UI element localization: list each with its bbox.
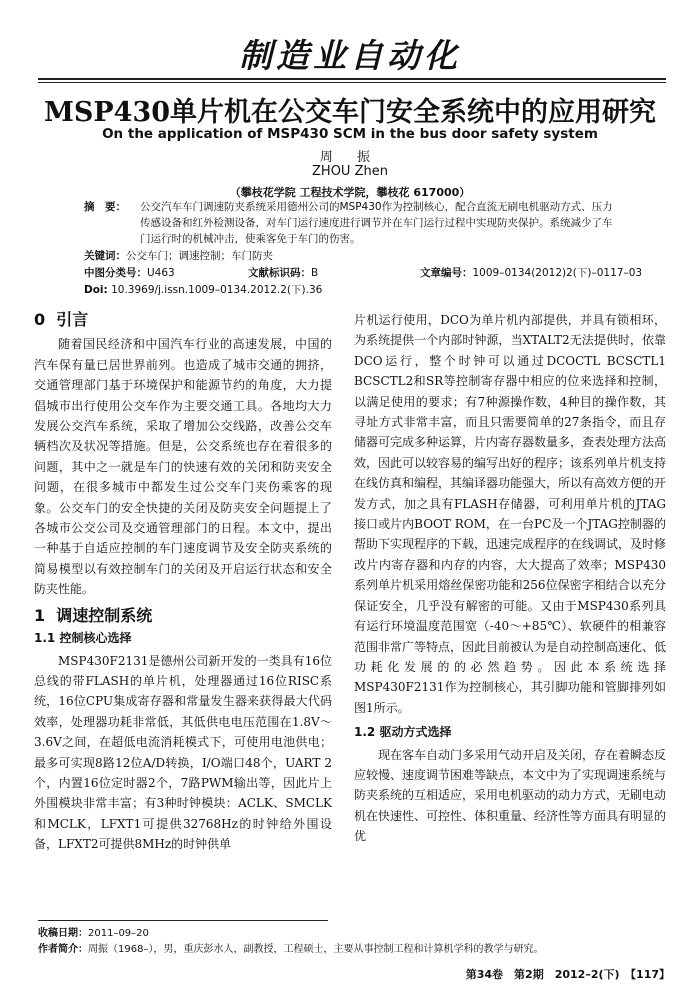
section-1-1-paragraph-right: 片机运行使用，DCO为单片机内部提供，并具有锁相环，为系统提供一个内部时钟源，当XTALT2无法提供时，依靠DCO运行，整个时钟可以通过DCOCTL BCSCTL1 BCSCTL2和SR等控制寄存器中相应的位来选择和控制，以满足使用的要求；有7种源操作数，4种目的操作数，其寻址方式非常丰富，而且只需要简单的27条指令，而且存储器可完成多种运算，片内寄存器数量多，查表处理方法高效，因此可以较容易的编写出好的程序；该系列单片机支持在线仿真和编程，其编译器功能强大，所以有高效方便的开发方式，加之具有FLASH存储器，可利用单片机的JTAG接口或片内BOOT ROM，在一台PC及一个JTAG控制器的帮助下实现程序的下载，迅速完成程序的在线调试，及时修改片内寄存器和内存的内容，大大提高了效率；MSP430系列单片机采用熔丝保密功能和256位保密字相结合以充分保证安全，几乎没有解密的可能。又由于MSP430系列具有运行环境温度范围宽（-40～+85℃）、软硬件的相兼容范围非常广等特点，因此目前被认为是自动控制高速化、低功耗化发展的的必然趋势。因此本系统选择MSP430F2131作为控制核心，其引脚功能和管脚排列如图1所示。 — [354, 313, 667, 715]
document-code — [248, 265, 398, 281]
section-1-2-title: 驱动方式选择 — [379, 725, 452, 740]
section-0-paragraph: 随着国民经济和中国汽车行业的高速发展，中国的汽车保有量已居世界前列。也造成了城市交通的拥挤，交通管理部门基于环境保护和能源节约的角度，大力提倡城市出行使用公交车作为主要交通工具。各地均大力发展公交汽车系统，采取了增加公交线路，改善公交车辆档次及状况等措施。但是，公交系统也存在着很多的问题，其中之一就是车门的快速有效的关闭和防夹安全问题，在很多城市中都发生过公交车门夹伤乘客的现象。公交车门的安全快捷的关闭及防夹安全问题提上了各城市公交公司及交通管理部门的日程。本文中，提出一种基于自适应控制的车门速度调节及安全防夹系统的简易模型以有效控制车门的关闭及开启运行状态和安全防夹性能。 — [34, 337, 332, 597]
keywords — [84, 248, 624, 264]
section-1-1-heading — [34, 628, 332, 648]
doi — [84, 282, 624, 298]
section-1-1-number: 1.1 — [34, 631, 56, 646]
paper-english-title: On the application of MSP430 SCM in the bus door safety system — [102, 126, 598, 142]
author-english: ZHOU Zhen — [312, 164, 388, 179]
received-label: 收稿日期： — [38, 928, 88, 939]
doi-label: Doi: — [84, 284, 108, 296]
document-code-label: 文献标识码： — [248, 267, 311, 279]
paper-title: MSP430单片机在公交车门安全系统中的应用研究 — [43, 97, 657, 128]
section-1-heading — [34, 606, 332, 626]
section-1-1-paragraph-left: MSP430F2131是德州公司新开发的一类具有16位总线的带FLASH的单片机，处理器通过16位RISC系统，16位CPU集成寄存器和常量发生器来获得最大代码效率，处理器功耗非常低，其低供电电压范围在1.8V～3.6V之间，在超低电流消耗模式下，可使用电池供电；最多可实现8路12位A/D转换，I/O端口48个，UART 2个，内置16位定时器2个，7路PWM输出等，因此片上外围模块非常丰富；有3种时钟模块：ACLK、SMCLK和MCLK，LFXT1可提供32768Hz的时钟给外围设备，LFXT2可提供8MHz的时钟供单 — [34, 653, 332, 852]
section-1-2-paragraph: 现在客车自动门多采用气动开启及关闭，存在着瞬态反应较慢、速度调节困难等缺点，本文中为了实现调速系统与防夹系统的互相适应，采用电机驱动的动力方式，无刷电动机在快速性、可控性、体积重量、经济性等方面具有明显的优 — [354, 747, 667, 844]
article-number — [420, 265, 660, 281]
section-1-2-heading — [354, 722, 666, 742]
article-number-label: 文章编号： — [420, 267, 473, 279]
section-0-number: 0 — [34, 310, 46, 329]
keywords-text: 公交车门；调速控制；车门防夹 — [126, 250, 273, 262]
classification-number — [84, 265, 234, 281]
section-0-title: 引言 — [56, 310, 89, 329]
journal-masthead: 制造业自动化 — [239, 36, 461, 75]
author-bio-label: 作者简介： — [38, 944, 88, 955]
section-1-2-number: 1.2 — [354, 725, 376, 740]
section-0-heading — [34, 310, 332, 330]
doi-value: 10.3969/j.issn.1009–0134.2012.2(下).36 — [111, 284, 323, 296]
document-code-value: B — [311, 267, 319, 279]
author-chinese: 周 振 — [319, 150, 381, 165]
affiliation: （攀枝花学院 工程技术学院，攀枝花 617000） — [229, 186, 471, 199]
left-column — [34, 310, 332, 855]
section-1-1-title: 控制核心选择 — [59, 631, 132, 646]
keywords-label: 关键词： — [84, 250, 126, 262]
footnote-rule — [38, 920, 328, 921]
section-1-number: 1 — [34, 605, 46, 625]
masthead-rule-thin — [38, 82, 666, 83]
section-1-title: 调速控制系统 — [56, 605, 153, 625]
received-date — [38, 926, 668, 942]
received-value: 2011–09–20 — [88, 928, 149, 939]
right-column — [354, 310, 666, 847]
article-number-value: 1009–0134(2012)2(下)–0117–03 — [472, 267, 643, 279]
author-bio — [38, 942, 668, 958]
page-info: 第34卷 第2期 2012–2(下) 【117】 — [465, 968, 670, 981]
author-bio-text: 周振（1968–），男，重庆彭水人，副教授，工程硕士，主要从事控制工程和计算机学科的教学与研究。 — [88, 944, 544, 955]
abstract-label: 摘 要： — [84, 201, 126, 213]
abstract-text: 公交汽车车门调速防夹系统采用德州公司的MSP430作为控制核心，配合直流无刷电机驱动方式、压力传感设备和红外检测设备，对车门运行速度进行调节并在车门运行过程中实现防夹保护。系统减少了车门运行时的机械冲击，使乘客免于车门的伤害。 — [140, 201, 613, 245]
classification-value: U463 — [147, 267, 175, 279]
classification-label: 中图分类号： — [84, 267, 147, 279]
masthead-rule — [38, 78, 666, 80]
